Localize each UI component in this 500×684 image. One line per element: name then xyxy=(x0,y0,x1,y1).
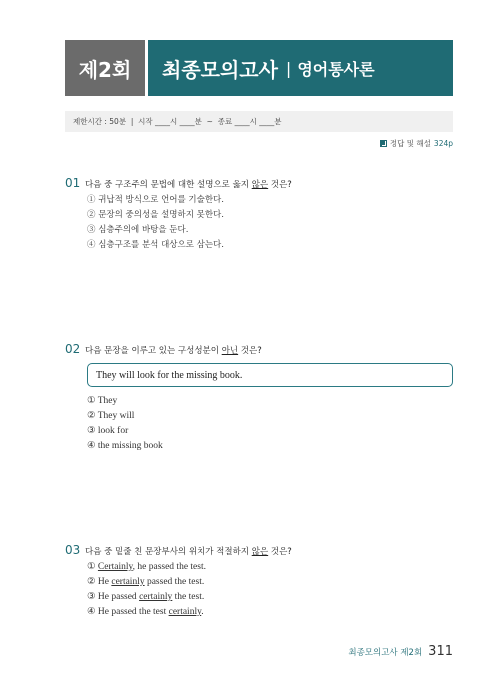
title-block xyxy=(148,40,453,96)
footer-section: 최종모의고사 제2회 xyxy=(348,648,423,658)
time-limit-bar xyxy=(65,111,453,132)
exam-subject: 영어통사론 xyxy=(297,59,375,79)
page-footer xyxy=(348,644,453,659)
option-1: ① Certainly, he passed the test. xyxy=(87,562,206,572)
question-number: 01 xyxy=(65,176,81,190)
question-number: 03 xyxy=(65,543,81,557)
answer-reference xyxy=(380,138,453,149)
test-number: 제2회 xyxy=(78,57,132,82)
title-separator: | xyxy=(285,58,292,78)
option-3: ③ 심층주의에 바탕을 둔다. xyxy=(87,225,189,235)
example-sentence-box xyxy=(87,363,453,387)
time-limit-text: 제한시간 : 50분 | 시작 ____시 ____분 ~ 종료 ____시 ____분 xyxy=(73,117,282,126)
option-list xyxy=(87,193,224,253)
example-sentence: They will look for the missing book. xyxy=(96,369,243,381)
option-3: ③ look for xyxy=(87,426,129,436)
exam-header xyxy=(65,40,453,96)
option-2: ② 문장의 중의성을 설명하지 못한다. xyxy=(87,210,224,220)
option-list xyxy=(87,560,206,620)
option-4: ④ the missing book xyxy=(87,441,163,451)
option-3: ③ He passed certainly the test. xyxy=(87,592,205,602)
option-4: ④ He passed the test certainly. xyxy=(87,607,204,617)
question-text: 다음 중 밑줄 친 문장부사의 위치가 적절하지 않은 것은? xyxy=(85,547,292,557)
question-text: 다음 문장을 이루고 있는 구성성분이 아닌 것은? xyxy=(85,346,262,356)
answer-label: 정답 및 해설 xyxy=(389,139,431,148)
option-1: ① They xyxy=(87,396,118,406)
option-list xyxy=(87,394,163,454)
question-number: 02 xyxy=(65,342,81,356)
option-2: ② They will xyxy=(87,411,135,421)
option-4: ④ 심층구조를 분석 대상으로 삼는다. xyxy=(87,240,224,250)
test-number-block xyxy=(65,40,145,96)
question-text: 다음 중 구조주의 문법에 대한 설명으로 옳지 않은 것은? xyxy=(85,180,292,190)
checkbox-icon xyxy=(380,140,387,147)
option-2: ② He certainly passed the test. xyxy=(87,577,205,587)
answer-page: 324p xyxy=(433,139,453,148)
option-1: ① 귀납적 방식으로 언어를 기술한다. xyxy=(87,195,224,205)
exam-title: 최종모의고사 xyxy=(162,57,278,82)
page-number: 311 xyxy=(428,644,453,659)
